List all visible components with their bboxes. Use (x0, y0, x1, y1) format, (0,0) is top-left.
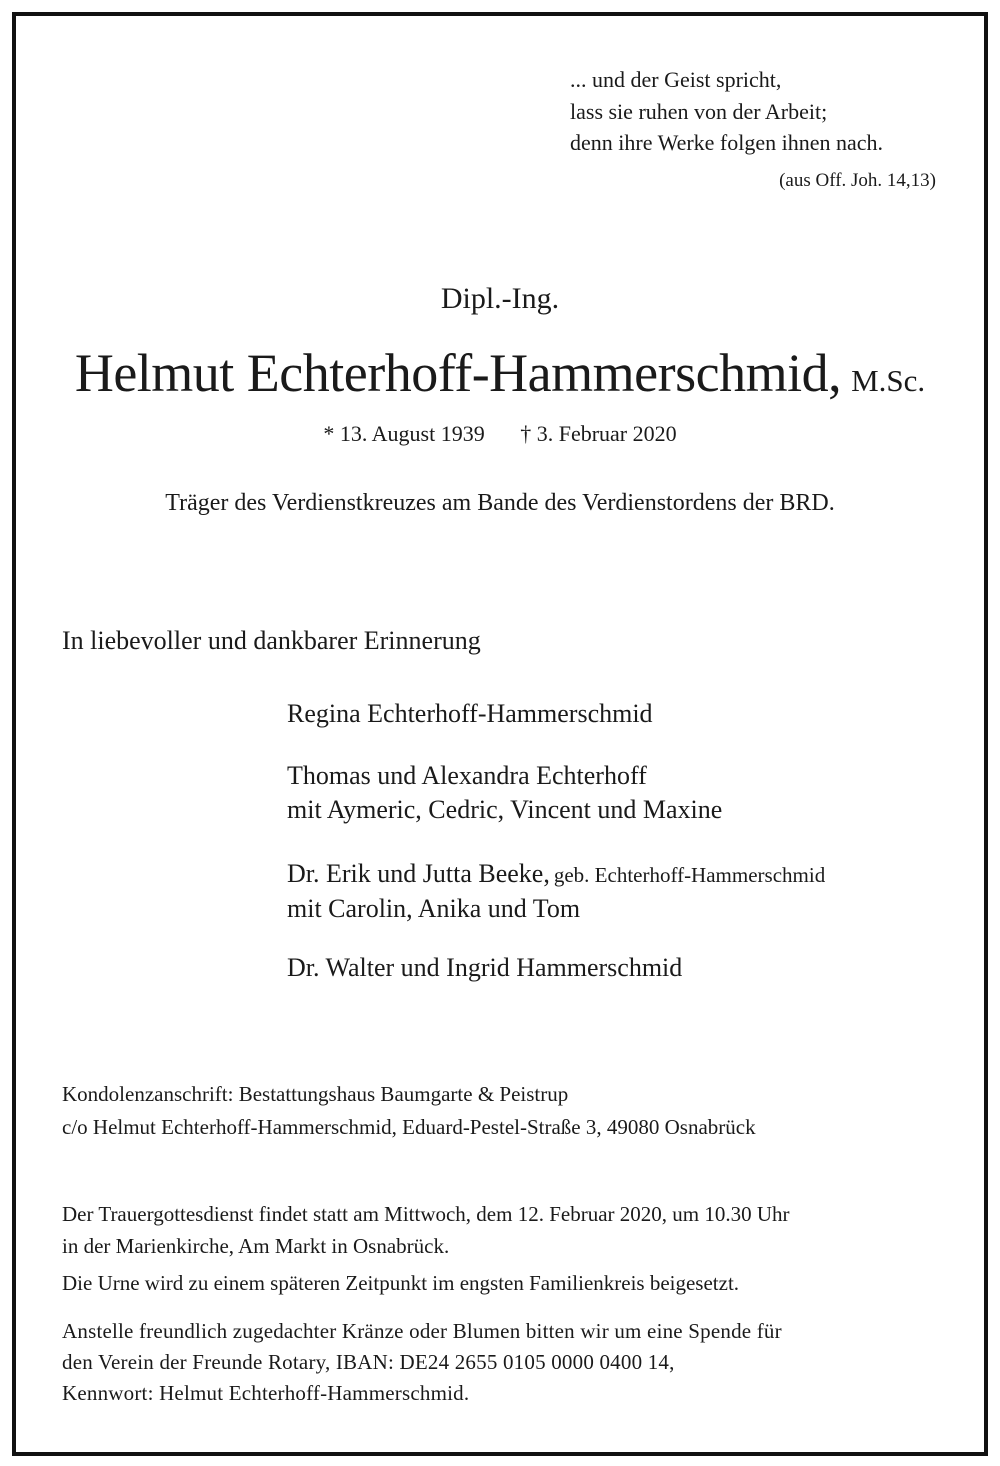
service-line: Der Trauergottesdienst findet statt am Mittwoch, dem 12. Februar 2020, um 10.30 Uhr (62, 1202, 790, 1226)
award-line: Träger des Verdienstkreuzes am Bande des Verdienstordens der BRD. (165, 490, 835, 516)
mourner-entry (287, 697, 653, 731)
mourner-entry (287, 759, 722, 827)
verse-line: denn ihre Werke folgen ihnen nach. (570, 130, 884, 155)
donation-line: Anstelle freundlich zugedachter Kränze oder Blumen bitten wir um eine Spende für (62, 1319, 782, 1343)
mourner-children: mit Carolin, Anika und Tom (287, 894, 581, 923)
verse-line: lass sie ruhen von der Arbeit; (570, 98, 828, 124)
verse-line: ... und der Geist spricht, (570, 67, 782, 92)
deceased-name: Helmut Echterhoff-Hammerschmid, (74, 343, 842, 403)
academic-title: Dipl.-Ing. (440, 282, 560, 315)
mourner-name: Dr. Erik und Jutta Beeke, (287, 859, 550, 888)
degree-suffix: M.Sc. (851, 363, 926, 398)
verse-reference: (aus Off. Joh. 14,13) (779, 170, 936, 191)
mourner-name: Thomas und Alexandra Echterhoff (287, 761, 647, 790)
life-dates (0, 421, 1000, 447)
condolence-line: Kondolenzanschrift: Bestattungshaus Baumgarte & Peistrup (62, 1082, 569, 1106)
donation-request (62, 1316, 782, 1409)
donation-line: den Verein der Freunde Rotary, IBAN: DE24 2655 0105 0000 0400 14, (62, 1350, 675, 1374)
mourner-entry (287, 951, 682, 985)
mourner-entry (287, 857, 825, 926)
bible-verse (570, 64, 883, 159)
mourner-children: mit Aymeric, Cedric, Vincent und Maxine (287, 795, 723, 824)
donation-line: Kennwort: Helmut Echterhoff-Hammerschmid. (62, 1381, 470, 1405)
memory-heading: In liebevoller und dankbarer Erinnerung (62, 626, 481, 655)
service-line: in der Marienkirche, Am Markt in Osnabrück. (62, 1234, 450, 1258)
death-date: † 3. Februar 2020 (520, 421, 677, 446)
funeral-service-info (62, 1198, 790, 1262)
condolence-line: c/o Helmut Echterhoff-Hammerschmid, Eduard-Pestel-Straße 3, 49080 Osnabrück (62, 1115, 756, 1139)
deceased-name-line (0, 342, 1000, 404)
mourner-name: Regina Echterhoff-Hammerschmid (287, 699, 653, 728)
birth-date: * 13. August 1939 (323, 421, 485, 446)
urn-burial-info: Die Urne wird zu einem späteren Zeitpunkt im engsten Familienkreis beigesetzt. (62, 1271, 740, 1295)
mourner-name: Dr. Walter und Ingrid Hammerschmid (287, 953, 683, 982)
condolence-address (62, 1078, 756, 1144)
maiden-name-note: geb. Echterhoff-Hammerschmid (553, 863, 826, 887)
